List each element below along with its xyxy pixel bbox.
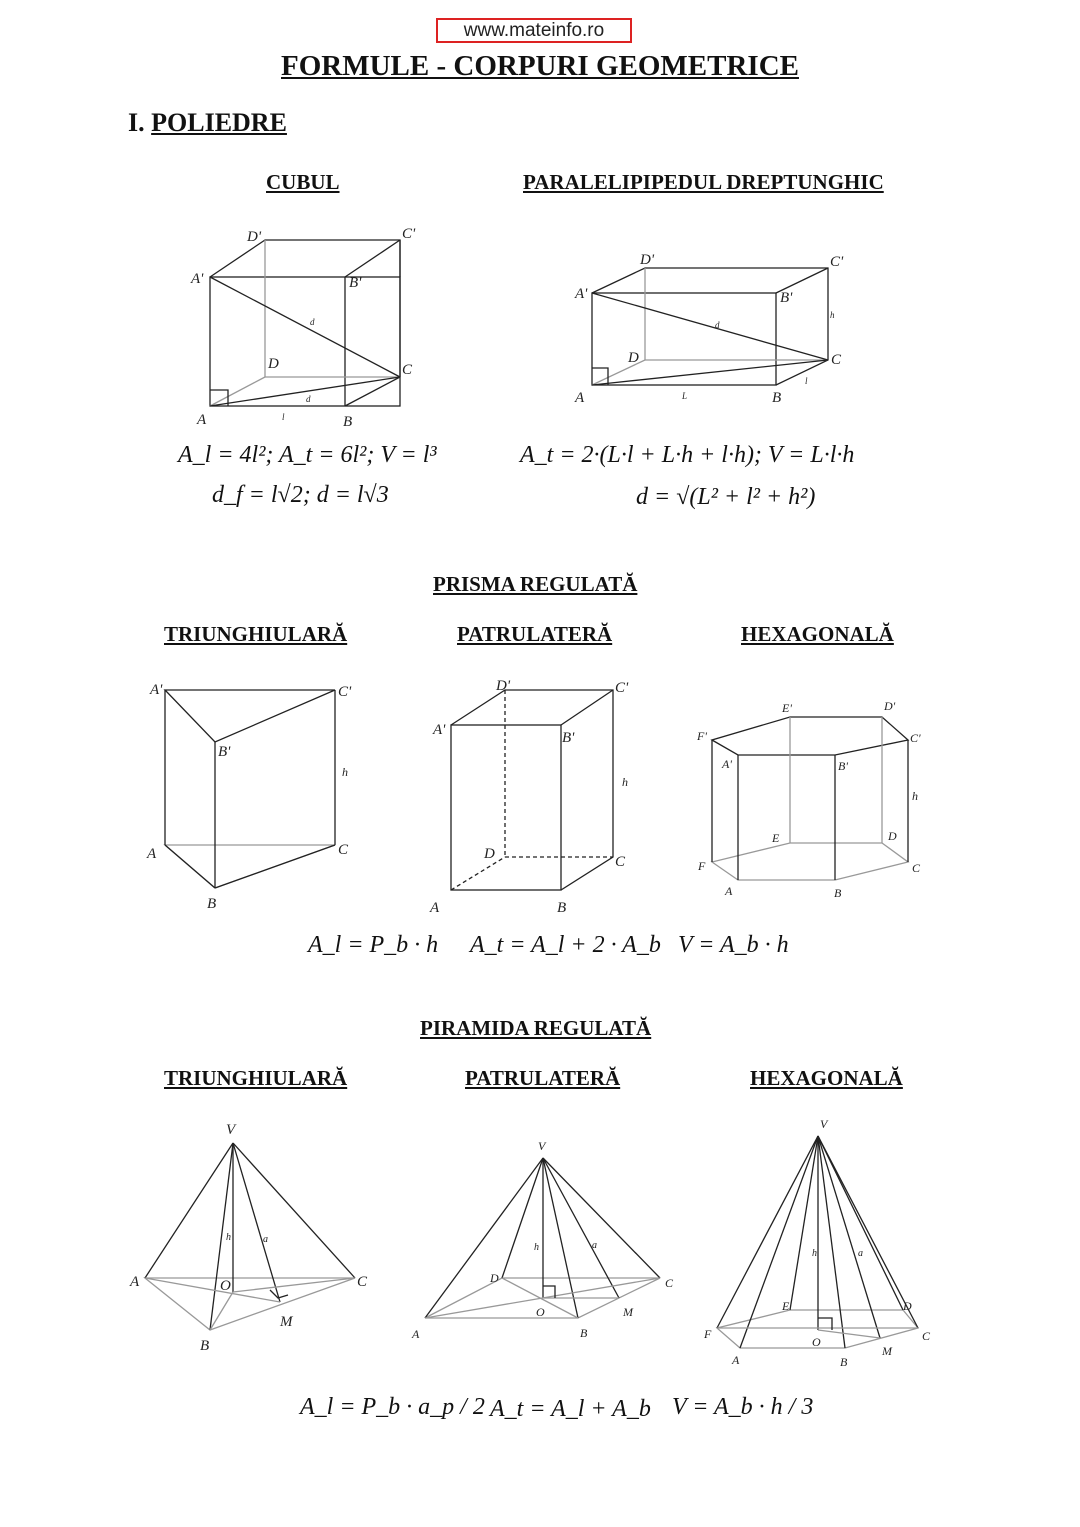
cuboid-formula-2: d = √(L² + l² + h²) bbox=[636, 484, 816, 510]
svg-text:h: h bbox=[342, 765, 348, 779]
prism-hexagonal-figure bbox=[712, 717, 908, 880]
svg-text:C: C bbox=[402, 362, 413, 378]
svg-text:B': B' bbox=[562, 730, 575, 746]
site-url[interactable]: www.mateinfo.ro bbox=[436, 18, 632, 43]
svg-text:A': A' bbox=[722, 757, 732, 771]
svg-text:A: A bbox=[575, 390, 585, 406]
svg-text:F: F bbox=[698, 859, 706, 873]
svg-text:h: h bbox=[912, 789, 918, 803]
prism-triangular-figure bbox=[165, 690, 335, 888]
prism-square-figure bbox=[451, 690, 613, 890]
svg-text:A': A' bbox=[191, 271, 204, 287]
svg-text:A': A' bbox=[433, 722, 446, 738]
svg-text:E: E bbox=[772, 831, 780, 845]
svg-text:d: d bbox=[306, 394, 311, 404]
svg-text:A: A bbox=[147, 846, 157, 862]
svg-text:L: L bbox=[682, 391, 688, 401]
prism-sub-square: PATRULATERĂ bbox=[457, 622, 613, 646]
svg-text:C: C bbox=[338, 842, 349, 858]
svg-text:B': B' bbox=[349, 275, 362, 291]
svg-text:a: a bbox=[263, 1234, 268, 1245]
svg-text:D': D' bbox=[640, 252, 655, 268]
svg-text:E: E bbox=[782, 1299, 790, 1313]
prism-formula-total-area: A_t = A_l + 2 · A_b bbox=[470, 932, 661, 958]
cube-formula-1: A_l = 4l²; A_t = 6l²; V = l³ bbox=[178, 442, 437, 468]
pyramid-square-figure bbox=[425, 1158, 660, 1318]
svg-text:a: a bbox=[858, 1248, 863, 1259]
svg-text:V: V bbox=[538, 1139, 546, 1153]
pyramid-sub-square: PATRULATERĂ bbox=[465, 1066, 621, 1090]
svg-text:D: D bbox=[268, 356, 279, 372]
svg-text:A: A bbox=[725, 884, 733, 898]
svg-text:B': B' bbox=[780, 290, 793, 306]
prism-formula-volume: V = A_b · h bbox=[678, 932, 789, 958]
svg-text:a: a bbox=[592, 1240, 597, 1251]
svg-text:F': F' bbox=[697, 729, 707, 743]
prism-heading: PRISMA REGULATĂ bbox=[433, 572, 638, 596]
prism-sub-triangular: TRIUNGHIULARĂ bbox=[164, 622, 348, 646]
svg-text:C': C' bbox=[615, 680, 629, 696]
svg-text:A: A bbox=[412, 1327, 420, 1341]
svg-text:A: A bbox=[130, 1274, 140, 1290]
svg-text:B: B bbox=[200, 1338, 210, 1354]
svg-text:B: B bbox=[207, 896, 217, 912]
svg-text:l: l bbox=[805, 376, 808, 386]
svg-text:C': C' bbox=[830, 254, 844, 270]
pyramid-heading: PIRAMIDA REGULATĂ bbox=[420, 1016, 652, 1040]
svg-text:F: F bbox=[704, 1327, 712, 1341]
svg-text:D: D bbox=[490, 1271, 499, 1285]
svg-text:d: d bbox=[310, 317, 315, 327]
svg-text:A': A' bbox=[150, 682, 163, 698]
svg-text:h: h bbox=[812, 1248, 817, 1259]
svg-text:O: O bbox=[220, 1278, 231, 1294]
cuboid-formula-1: A_t = 2·(L·l + L·h + l·h); V = L·l·h bbox=[520, 442, 855, 468]
svg-text:C': C' bbox=[402, 226, 416, 242]
section-number: I. bbox=[128, 108, 145, 137]
svg-text:O: O bbox=[536, 1305, 545, 1319]
svg-text:O: O bbox=[812, 1335, 821, 1349]
svg-text:V: V bbox=[226, 1122, 236, 1138]
svg-text:V: V bbox=[820, 1117, 828, 1131]
page-title: FORMULE - CORPURI GEOMETRICE bbox=[281, 50, 799, 82]
svg-text:C: C bbox=[665, 1276, 674, 1290]
svg-text:D: D bbox=[628, 350, 639, 366]
svg-text:B: B bbox=[557, 900, 567, 916]
svg-text:h: h bbox=[830, 310, 835, 320]
svg-text:A: A bbox=[197, 412, 207, 428]
svg-text:E': E' bbox=[782, 701, 792, 715]
svg-text:A: A bbox=[430, 900, 440, 916]
svg-text:D: D bbox=[903, 1299, 912, 1313]
svg-text:C': C' bbox=[910, 731, 921, 745]
svg-text:h: h bbox=[622, 775, 628, 789]
svg-text:d: d bbox=[715, 320, 720, 330]
prism-formula-lateral-area: A_l = P_b · h bbox=[308, 932, 439, 958]
svg-text:B: B bbox=[834, 886, 842, 900]
svg-text:A: A bbox=[732, 1353, 740, 1367]
svg-text:C: C bbox=[922, 1329, 931, 1343]
pyramid-sub-hexagonal: HEXAGONALĂ bbox=[750, 1066, 903, 1090]
cube-figure bbox=[210, 240, 400, 406]
svg-text:B': B' bbox=[218, 744, 231, 760]
section-name: POLIEDRE bbox=[151, 108, 287, 137]
pyramid-hexagonal-figure bbox=[717, 1136, 918, 1348]
svg-text:M: M bbox=[623, 1305, 633, 1319]
pyramid-triangular-figure bbox=[145, 1143, 355, 1330]
svg-text:B: B bbox=[343, 414, 353, 430]
svg-text:D': D' bbox=[496, 678, 511, 694]
cuboid-heading: PARALELIPIPEDUL DREPTUNGHIC bbox=[523, 170, 884, 194]
svg-text:D': D' bbox=[247, 229, 262, 245]
svg-text:C: C bbox=[912, 861, 921, 875]
svg-text:M: M bbox=[280, 1314, 293, 1330]
svg-text:B: B bbox=[580, 1326, 588, 1340]
svg-text:C': C' bbox=[338, 684, 352, 700]
svg-text:D: D bbox=[484, 846, 495, 862]
svg-text:B: B bbox=[840, 1355, 848, 1369]
svg-text:B: B bbox=[772, 390, 782, 406]
pyramid-sub-triangular: TRIUNGHIULARĂ bbox=[164, 1066, 348, 1090]
svg-text:A': A' bbox=[575, 286, 588, 302]
svg-text:M: M bbox=[882, 1344, 892, 1358]
cube-formula-2: d_f = l√2; d = l√3 bbox=[212, 482, 389, 508]
svg-text:D': D' bbox=[884, 699, 896, 713]
cuboid-figure bbox=[592, 268, 828, 385]
svg-text:B': B' bbox=[838, 759, 848, 773]
pyramid-formula-volume: V = A_b · h / 3 bbox=[672, 1394, 814, 1420]
svg-text:C: C bbox=[357, 1274, 368, 1290]
pyramid-formula-total-area: A_t = A_l + A_b bbox=[490, 1396, 651, 1422]
pyramid-formula-lateral-area: A_l = P_b · a_p / 2 bbox=[300, 1394, 485, 1420]
svg-text:D: D bbox=[888, 829, 897, 843]
cube-heading: CUBUL bbox=[266, 170, 340, 194]
svg-text:h: h bbox=[534, 1242, 539, 1253]
prism-sub-hexagonal: HEXAGONALĂ bbox=[741, 622, 894, 646]
svg-text:C: C bbox=[831, 352, 842, 368]
svg-text:l: l bbox=[282, 412, 285, 422]
svg-text:h: h bbox=[226, 1232, 231, 1243]
svg-text:C: C bbox=[615, 854, 626, 870]
